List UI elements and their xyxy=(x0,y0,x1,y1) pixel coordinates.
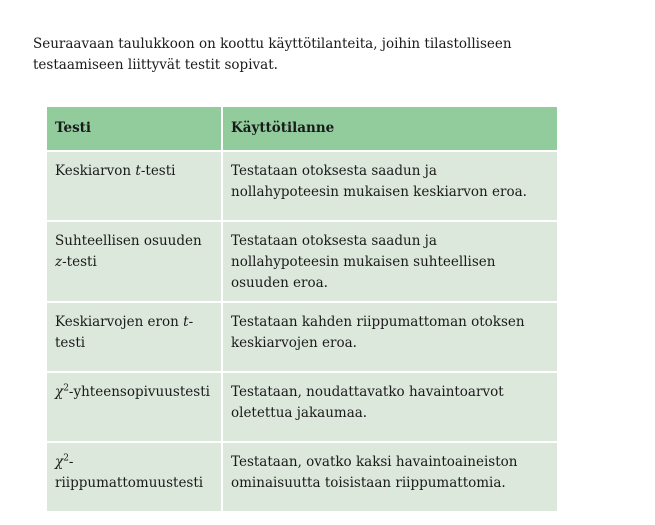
header-usage: Käyttötilanne xyxy=(223,107,557,150)
test-name-prefix: Suhteellisen osuuden xyxy=(55,233,202,249)
table-row xyxy=(47,443,557,511)
table-row xyxy=(47,373,557,441)
tests-table xyxy=(45,105,559,513)
test-name-suffix: -testi xyxy=(62,254,97,270)
test-variable: χ xyxy=(55,384,64,400)
test-usage: Testataan otoksesta saadun ja nollahypoteesin mukaisen suhteellisen osuuden eroa. xyxy=(223,222,557,301)
test-name-prefix: Keskiarvon xyxy=(55,163,136,179)
test-superscript: 2 xyxy=(63,453,69,464)
test-superscript: 2 xyxy=(63,383,69,394)
table-row xyxy=(47,303,557,371)
test-name-suffix: -yhteensopivuustesti xyxy=(68,384,210,400)
table-header-row xyxy=(47,107,557,150)
test-name-suffix: -testi xyxy=(140,163,176,179)
test-usage: Testataan otoksesta saadun ja nollahypoteesin mukaisen keskiarvon eroa. xyxy=(223,152,557,220)
test-usage: Testataan, ovatko kaksi havaintoaineiston ominaisuutta toisistaan riippumattomia. xyxy=(223,443,557,511)
test-name xyxy=(47,152,221,220)
table-row xyxy=(47,222,557,301)
header-test: Testi xyxy=(47,107,221,150)
test-usage: Testataan kahden riippumattoman otoksen keskiarvojen eroa. xyxy=(223,303,557,371)
test-variable: z xyxy=(55,254,63,270)
test-variable: t xyxy=(135,163,141,179)
intro-text: Seuraavaan taulukkoon on koottu käyttötilanteita, joihin tilastolliseen testaamiseen liittyvät testit sopivat. xyxy=(33,35,512,73)
test-name xyxy=(47,222,221,301)
test-name-suffix: -testi xyxy=(55,314,194,351)
test-name-prefix: Keskiarvojen eron xyxy=(55,314,184,330)
test-variable: t xyxy=(183,314,189,330)
test-name xyxy=(47,443,221,511)
table-row xyxy=(47,152,557,220)
test-name xyxy=(47,303,221,371)
test-variable: χ xyxy=(55,454,64,470)
test-name-suffix: -riippumattomuustesti xyxy=(55,454,204,491)
test-name xyxy=(47,373,221,441)
test-usage: Testataan, noudattavatko havaintoarvot oletettua jakaumaa. xyxy=(223,373,557,441)
